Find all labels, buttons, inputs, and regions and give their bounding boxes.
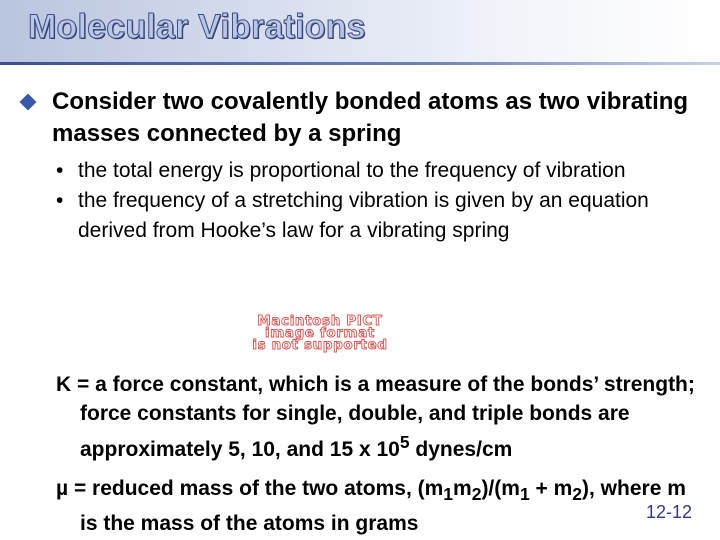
placeholder-line: Macintosh PICT bbox=[257, 313, 383, 329]
sub-bullet-list bbox=[56, 156, 696, 246]
bullet-dot-icon: • bbox=[56, 159, 64, 182]
bullet-dot-icon: • bbox=[56, 189, 64, 212]
mu-symbol: µ bbox=[56, 477, 69, 500]
subscript: 1 bbox=[519, 484, 530, 505]
image-placeholder bbox=[222, 315, 418, 353]
sub-bullet-text: the frequency of a stretching vibration is given by an equation derived from Hooke’s law for a vibrating spring bbox=[78, 189, 649, 242]
subscript: 2 bbox=[471, 484, 482, 505]
reduced-mass-text: ), where m is the mass of the atoms in grams bbox=[80, 477, 686, 536]
reduced-mass-text: + m bbox=[529, 477, 573, 500]
units-text: dynes/cm bbox=[409, 438, 513, 461]
reduced-mass-text: )/(m bbox=[481, 477, 520, 500]
sub-bullet-item bbox=[56, 186, 696, 246]
force-constant-text: K = a force constant, which is a measure of the bonds’ strength; force constants for single, double, and triple bonds are approximately 5, 10, and 15 x 10 bbox=[56, 373, 695, 461]
title-underline bbox=[0, 62, 720, 65]
placeholder-line: is not supported bbox=[252, 337, 388, 353]
main-bullet bbox=[18, 86, 698, 150]
placeholder-line: image format bbox=[265, 325, 375, 341]
slide-title: Molecular Vibrations bbox=[28, 8, 366, 46]
sub-bullet-text: the total energy is proportional to the frequency of vibration bbox=[78, 159, 626, 182]
reduced-mass-text: = reduced mass of the two atoms, (m bbox=[68, 477, 444, 500]
reduced-mass-text: m bbox=[453, 477, 472, 500]
reduced-mass-definition bbox=[56, 474, 706, 538]
main-bullet-text: Consider two covalently bonded atoms as two vibrating masses connected by a spring bbox=[52, 88, 689, 147]
subscript: 2 bbox=[572, 484, 583, 505]
subscript: 1 bbox=[443, 484, 454, 505]
slide-number: 12-12 bbox=[646, 502, 693, 522]
force-constant-definition bbox=[56, 370, 706, 464]
exponent: 5 bbox=[399, 432, 410, 452]
sub-bullet-item bbox=[56, 156, 696, 186]
